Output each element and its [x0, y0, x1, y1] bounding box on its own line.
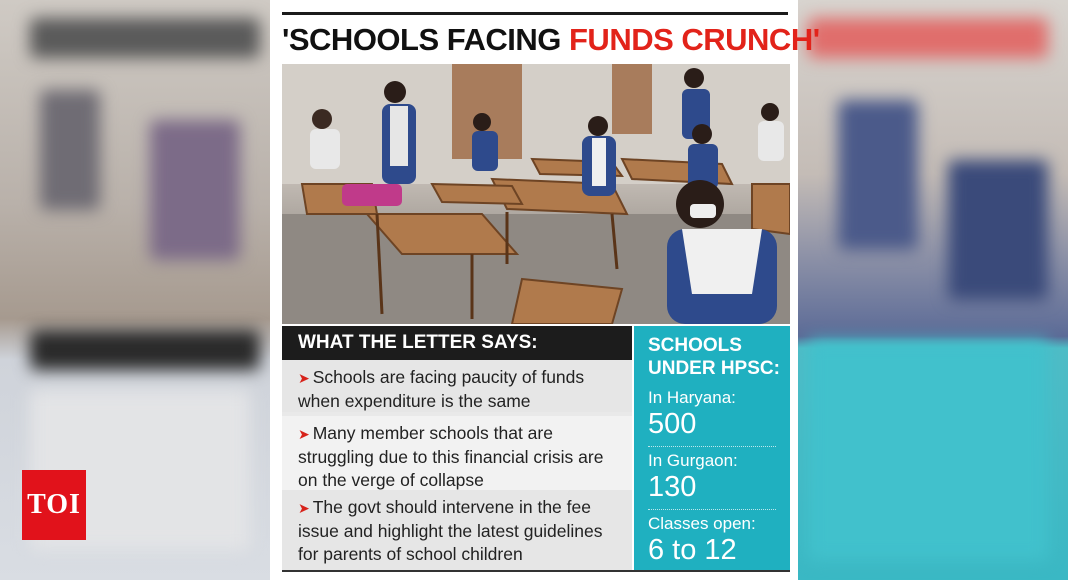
blurred-figure: [150, 120, 240, 260]
blurred-background-right: [798, 0, 1068, 580]
letter-point-text: Schools are facing paucity of funds when expenditure is the same: [298, 367, 585, 411]
letter-heading: WHAT THE LETTER SAYS:: [282, 326, 632, 360]
divider: [648, 446, 776, 447]
headline-red: FUNDS CRUNCH': [569, 22, 820, 57]
stat-value-classes: 6 to 12: [648, 534, 737, 566]
divider: [648, 509, 776, 510]
letter-point: [282, 490, 632, 570]
arrow-icon: ➤: [298, 426, 310, 442]
headline: [282, 20, 820, 60]
blurred-figure: [838, 100, 918, 250]
top-rule: [282, 12, 788, 15]
stat-label-haryana: In Haryana:: [648, 388, 736, 407]
blurred-figure: [948, 160, 1048, 300]
arrow-icon: ➤: [298, 500, 310, 516]
stat-value-gurgaon: 130: [648, 471, 697, 503]
letter-point: [282, 416, 632, 490]
stat-label-classes: Classes open:: [648, 514, 756, 533]
classroom-photo: [282, 64, 790, 324]
arrow-icon: ➤: [298, 370, 310, 386]
headline-black: 'SCHOOLS FACING: [282, 22, 569, 57]
stats-title: SCHOOLS UNDER HPSC:: [648, 335, 780, 379]
stats-panel: [634, 326, 790, 570]
letter-point-text: Many member schools that are struggling due to this financial crisis are on the verge of collapse: [298, 423, 604, 490]
letter-points: [282, 360, 632, 570]
stat-label-gurgaon: In Gurgaon:: [648, 451, 738, 470]
bottom-rule: [282, 570, 790, 572]
stat-value-haryana: 500: [648, 408, 697, 440]
blurred-panel: [808, 340, 1048, 560]
blurred-headline: [30, 18, 260, 58]
blurred-headline: [808, 18, 1048, 58]
blurred-bar: [30, 330, 260, 370]
infographic-card: [270, 0, 820, 580]
letter-point: [282, 360, 632, 412]
toi-logo[interactable]: TOI: [22, 470, 86, 540]
letter-point-text: The govt should intervene in the fee issue and highlight the latest guidelines for parents of school children: [298, 497, 603, 564]
blurred-figure: [40, 90, 100, 210]
classroom-illustration: [282, 64, 790, 324]
